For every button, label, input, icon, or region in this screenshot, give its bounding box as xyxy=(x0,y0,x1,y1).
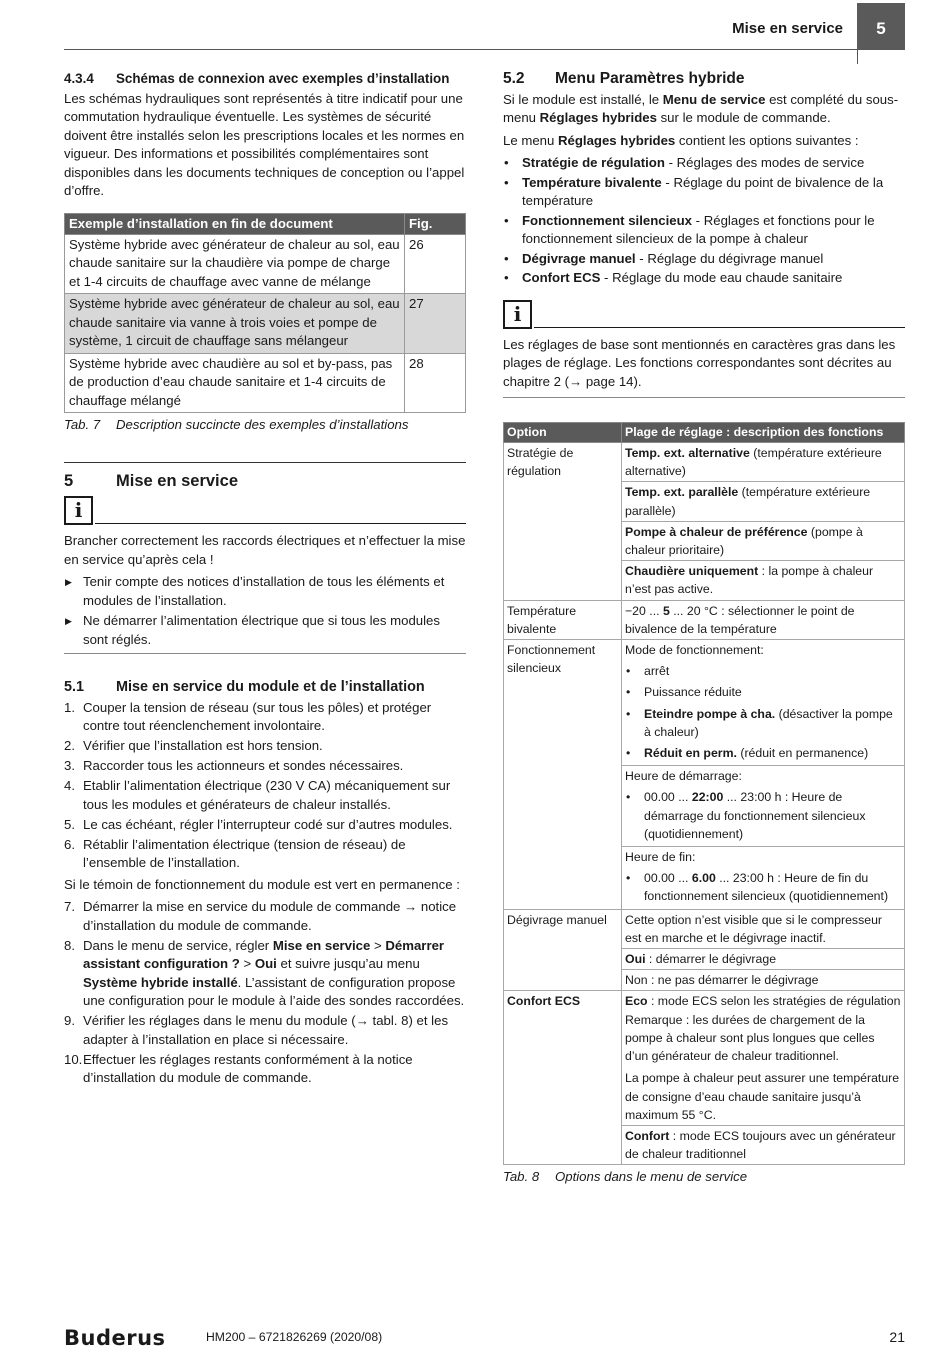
step-number: 10. xyxy=(64,1051,83,1067)
option-desc: - Réglage du dégivrage manuel xyxy=(635,250,824,266)
list-item xyxy=(64,757,466,776)
commissioning-steps-continued xyxy=(64,898,466,1088)
list-item xyxy=(64,777,466,814)
list-item xyxy=(503,154,905,173)
list-item xyxy=(625,705,901,741)
option-cell: Température bivalente xyxy=(504,600,622,639)
step-text: > xyxy=(239,956,255,971)
table-header-option: Option xyxy=(504,423,622,443)
table-7-caption xyxy=(64,416,466,435)
value-text: (désactiver la pompe à chaleur) xyxy=(644,706,893,739)
buderus-logo: Buderus xyxy=(64,1326,166,1350)
value-text: ... 20 °C : sélectionner le point de bivalence de la température xyxy=(625,603,855,636)
option-cell: Fonctionnement silencieux xyxy=(504,640,622,910)
table-header-row xyxy=(504,423,905,443)
value-text: (réduit en permanence) xyxy=(736,746,869,761)
range-cell xyxy=(622,1125,905,1164)
list-item xyxy=(64,1012,466,1049)
list-item xyxy=(503,212,905,249)
value-bold: Eco xyxy=(625,994,648,1009)
table-header-range: Plage de réglage : description des fonctions xyxy=(622,423,905,443)
value-text: : la pompe à chaleur n’est pas active. xyxy=(625,564,874,597)
table-row xyxy=(65,234,466,294)
value-bold: 22:00 xyxy=(691,790,724,805)
info-notice xyxy=(64,496,466,526)
list-item xyxy=(64,737,466,756)
chapter-rule xyxy=(64,462,466,463)
step-text: Démarrer la mise en service du module de commande → notice d’installation du module de commande. xyxy=(83,899,457,933)
list-item xyxy=(64,1051,466,1088)
info-icon: i xyxy=(503,300,532,329)
table-row xyxy=(65,294,466,354)
section-number: 5.1 xyxy=(64,679,85,695)
table-8-service-menu-options xyxy=(503,422,905,1165)
step-text: Vérifier les réglages dans le menu du module (→ tabl. 8) et les adapter à l’installation en place si nécessaire. xyxy=(83,1013,449,1047)
step-number: 1. xyxy=(64,699,75,715)
info-rule xyxy=(534,327,905,328)
section-4-3-4-heading xyxy=(64,70,466,89)
table-row xyxy=(504,640,905,766)
value-bold: 6.00 xyxy=(691,871,716,886)
option-desc: - Réglage du mode eau chaude sanitaire xyxy=(600,270,843,285)
option-name: Dégivrage manuel xyxy=(522,250,636,266)
step-number: 7. xyxy=(64,899,75,914)
table-cell-fig: 26 xyxy=(405,234,466,294)
option-name: Température bivalente xyxy=(522,174,662,190)
value-text: ... 23:00 h : Heure de démarrage du fonctionnement silencieux (quotidiennement) xyxy=(644,790,866,841)
commissioning-steps xyxy=(64,699,466,873)
table-row xyxy=(504,909,905,948)
list-item: ▶ Ne démarrer l’alimentation électrique que si tous les modules sont réglés. xyxy=(64,612,466,649)
range-cell xyxy=(622,991,905,1125)
left-column xyxy=(64,70,466,1089)
table-row xyxy=(65,353,466,413)
step-text: Dans le menu de service, régler xyxy=(83,937,273,953)
list-item xyxy=(503,269,905,288)
mode-list xyxy=(625,662,901,762)
section-4-3-4-body: Les schémas hydrauliques sont représentés à titre indicatif pour une commutation hydraulique éventuelle. Les systèmes de sécurité doivent être installés selon les prescriptions locales et les normes en vigueur. Des informations et possibilités complémentaires sont disponibles dans les documents techniques de conception ou l’appel d’offre. xyxy=(64,90,465,198)
range-cell: Cette option n’est visible que si le compresseur est en marche et le dégivrage inactif. xyxy=(622,909,905,948)
step-text: Vérifier que l’installation est hors tension. xyxy=(83,738,323,753)
section-5-2-intro xyxy=(503,91,905,128)
range-cell xyxy=(622,600,905,639)
table-header-row xyxy=(65,213,466,234)
section-number: 5.2 xyxy=(503,70,525,87)
bold-text: Réglages hybrides xyxy=(539,110,657,125)
step-number: 9. xyxy=(64,1013,75,1028)
list-item xyxy=(64,816,466,835)
step-text: Couper la tension de réseau (sur tous les pôles) et protéger contre tout réenclenchement involontaire. xyxy=(83,699,432,733)
caption-text: Description succincte des exemples d’installations xyxy=(116,417,409,432)
range-cell xyxy=(622,482,905,521)
list-item xyxy=(503,174,905,211)
document-reference: HM200 – 6721826269 (2020/08) xyxy=(206,1330,383,1344)
list-item xyxy=(625,869,901,905)
table-8-caption xyxy=(503,1168,905,1187)
option-cell: Stratégie de régulation xyxy=(504,443,622,601)
value-bold: Confort xyxy=(625,1128,670,1143)
value-text: La pompe à chaleur peut assurer une température de consigne d’eau chaude sanitaire jusqu’à maximum 55 °C. xyxy=(625,1071,900,1122)
section-5-2-heading xyxy=(503,70,905,89)
info-rule xyxy=(95,523,466,524)
value-bold: 5 xyxy=(662,603,670,618)
menu-path-bold: Système hybride installé xyxy=(83,974,238,990)
option-cell: Dégivrage manuel xyxy=(504,909,622,991)
table-row xyxy=(504,443,905,482)
value-text: 00.00 ... xyxy=(644,871,692,886)
step-text: Raccorder tous les actionneurs et sondes nécessaires. xyxy=(83,758,404,773)
caption-text: Options dans le menu de service xyxy=(555,1169,748,1185)
chapter-5-heading xyxy=(64,472,466,491)
value-text: −20 ... xyxy=(625,603,663,618)
step-text: Effectuer les réglages restants conformément à la notice d’installation du module de commande. xyxy=(83,1051,413,1085)
value-text: (température extérieure parallèle) xyxy=(625,485,871,518)
value-text: Heure de fin: xyxy=(625,850,696,865)
step-number: 5. xyxy=(64,816,75,832)
list-item: • arrêt xyxy=(625,662,901,680)
step-number: 6. xyxy=(64,836,75,852)
option-name: Confort ECS xyxy=(522,270,601,285)
value-text: Remarque : les durées de chargement de la pompe à chaleur sont plus longues que celles d’un générateur de chaleur traditionnel. xyxy=(625,1012,875,1064)
value-text: 00.00 ... xyxy=(644,790,692,805)
value-bold: Chaudière uniquement xyxy=(625,564,759,579)
bold-text: Menu de service xyxy=(662,91,766,107)
menu-options-list xyxy=(503,154,905,288)
right-column xyxy=(503,70,905,1187)
value-bold: Temp. ext. alternative xyxy=(625,446,750,460)
menu-path-bold: Mise en service xyxy=(272,937,371,953)
text: contient les options suivantes : xyxy=(675,132,859,148)
section-title: Schémas de connexion avec exemples d’installation xyxy=(116,71,450,86)
menu-path-bold: Oui xyxy=(254,956,277,971)
section-title: Menu Paramètres hybride xyxy=(555,70,745,87)
info-icon: i xyxy=(64,496,93,525)
range-cell xyxy=(622,640,905,766)
list-item xyxy=(625,788,901,843)
value-text: (température extérieure alternative) xyxy=(625,446,882,479)
running-header-title: Mise en service xyxy=(732,20,843,37)
range-cell xyxy=(622,766,905,847)
list-item: ▶ Tenir compte des notices d’installation de tous les éléments et modules de l’installation. xyxy=(64,573,466,610)
value-bold: Réduit en perm. xyxy=(644,746,737,761)
value-text: (pompe à chaleur prioritaire) xyxy=(625,524,863,558)
value-text: ... 23:00 h : Heure de fin du fonctionnement silencieux (quotidiennement) xyxy=(644,871,889,904)
table-cell-description: Système hybride avec chaudière au sol et by-pass, pas de production d’eau chaude sanitaire et 1-4 circuits de chauffage mélangé xyxy=(65,353,405,413)
step-number: 2. xyxy=(64,738,75,753)
range-cell xyxy=(622,443,905,482)
list-item xyxy=(64,699,466,736)
step-text: Rétablir l’alimentation électrique (tension de réseau) de l’ensemble de l’installation. xyxy=(83,836,406,870)
end-time-list xyxy=(625,869,901,905)
step-number: 3. xyxy=(64,758,75,773)
list-item xyxy=(64,836,466,873)
start-time-list xyxy=(625,788,901,843)
menu-options-intro xyxy=(503,132,905,151)
table-7-installation-examples xyxy=(64,213,466,414)
text: est complété du sous-menu xyxy=(503,91,899,125)
option-name: Stratégie de régulation xyxy=(522,155,665,170)
chapter-number: 5 xyxy=(64,471,74,490)
value-bold: Eteindre pompe à cha. xyxy=(644,706,776,721)
section-5-1-heading xyxy=(64,678,466,697)
table-header-fig: Fig. xyxy=(405,213,466,234)
range-cell xyxy=(622,521,905,560)
step-number: 4. xyxy=(64,778,75,793)
section-title: Mise en service du module et de l’installation xyxy=(116,679,425,695)
text: Si le module est installé, le xyxy=(503,91,663,107)
range-cell xyxy=(622,847,905,910)
step-number: 8. xyxy=(64,937,75,953)
option-name: Fonctionnement silencieux xyxy=(522,212,693,228)
header-rule xyxy=(64,49,857,50)
option-desc: - Réglage du point de bivalence de la température xyxy=(522,174,884,208)
value-text: : mode ECS toujours avec un générateur de chaleur traditionnel xyxy=(625,1128,896,1162)
bold-text: Réglages hybrides xyxy=(558,132,676,148)
value-text: Heure de démarrage: xyxy=(625,769,742,784)
table-cell-fig: 27 xyxy=(405,294,466,354)
value-text: Mode de fonctionnement: xyxy=(625,643,764,658)
table-cell-fig: 28 xyxy=(405,353,466,413)
instruction-list xyxy=(64,573,466,649)
paragraph: Si le témoin de fonctionnement du module est vert en permanence : xyxy=(64,876,460,892)
step-text: > xyxy=(370,937,386,953)
step-text: Le cas échéant, régler l’interrupteur codé sur d’autres modules. xyxy=(83,816,453,832)
range-cell xyxy=(622,949,905,970)
info-text: Brancher correctement les raccords électriques et n’effectuer la mise en service qu’après cela ! xyxy=(64,533,466,567)
option-desc: - Réglages et fonctions pour le fonctionnement silencieux de la pompe à chaleur xyxy=(522,212,875,246)
header-tab-rule xyxy=(857,50,858,64)
list-item xyxy=(625,744,901,762)
info-text: Les réglages de base sont mentionnés en caractères gras dans les plages de réglage. Les fonctions correspondantes sont décrites au chapitre 2 (→ page 14). xyxy=(503,336,896,389)
value-bold: Temp. ext. parallèle xyxy=(625,485,739,500)
table-row xyxy=(504,600,905,639)
table-cell-description: Système hybride avec générateur de chaleur au sol, eau chaude sanitaire sur la chaudière via pompe de charge et 1-4 circuits de chauffage avec vanne de mélange xyxy=(65,234,405,294)
chapter-tab: 5 xyxy=(857,3,905,50)
info-end-rule xyxy=(64,653,466,654)
table-row xyxy=(504,991,905,1125)
value-text: : mode ECS selon les stratégies de régulation xyxy=(647,994,901,1009)
list-item xyxy=(503,250,905,269)
text: Le menu xyxy=(503,132,558,148)
step-text: Etablir l’alimentation électrique (230 V CA) mécaniquement sur tous les modules et générateurs de chaleur installés. xyxy=(83,778,451,812)
info-end-rule xyxy=(503,397,905,398)
value-text: : démarrer le dégivrage xyxy=(645,952,777,967)
info-notice xyxy=(503,300,905,330)
value-bold: Pompe à chaleur de préférence xyxy=(625,524,808,539)
page-number: 21 xyxy=(889,1329,905,1345)
table-cell-description: Système hybride avec générateur de chaleur au sol, eau chaude sanitaire via vanne à trois voies et pompe de système, 1 circuit de chauffage sans mélangeur xyxy=(65,294,405,354)
list-item: • Puissance réduite xyxy=(625,683,901,701)
value-bold: Oui xyxy=(625,952,646,967)
range-cell xyxy=(622,561,905,600)
menu-path-bold: Démarrer assistant configuration ? xyxy=(83,937,445,971)
caption-number: Tab. 8 xyxy=(503,1169,540,1185)
step-text: . L’assistant de configuration propose une configuration pour le module à l’aide des sondes raccordées. xyxy=(83,974,465,1008)
section-number: 4.3.4 xyxy=(64,71,94,86)
list-item xyxy=(64,898,466,935)
text: sur le module de commande. xyxy=(656,110,831,125)
option-desc: - Réglages des modes de service xyxy=(664,155,865,170)
caption-number: Tab. 7 xyxy=(64,417,101,432)
step-text: et suivre jusqu’au menu xyxy=(276,956,420,971)
table-header-example: Exemple d’installation en fin de document xyxy=(65,213,405,234)
list-item xyxy=(64,937,466,1011)
chapter-title: Mise en service xyxy=(116,471,238,490)
range-cell: Non : ne pas démarrer le dégivrage xyxy=(622,970,905,991)
option-cell: Confort ECS xyxy=(504,991,622,1165)
